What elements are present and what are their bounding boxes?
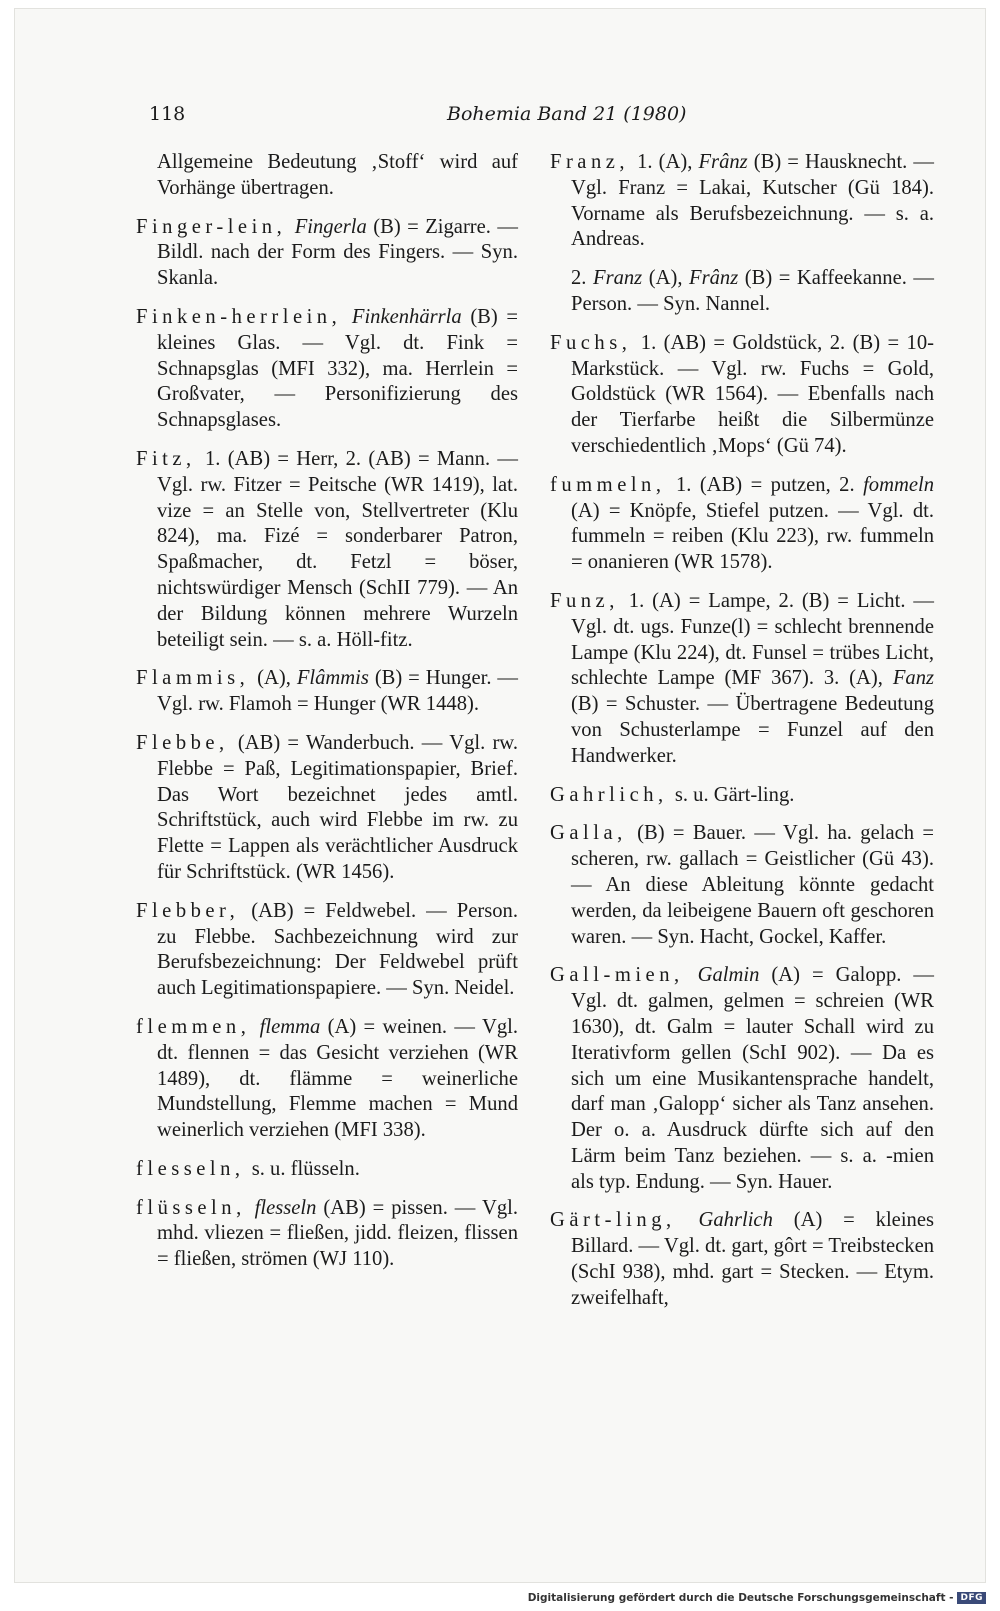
entry-headword: Franz, bbox=[550, 151, 630, 173]
entry-text: (AB) = Wanderbuch. — Vgl. rw. Flebbe = Paß, Legitimationspapier, Brief. Das Wort bezeichnet jedes amtl. Schriftstück, auch wird Flebbe im rw. zu Flette = Lappen als verächtlicher Ausdruck für Schriftstück. (WR 1456). bbox=[157, 731, 518, 883]
entry-text: 1. (A) = Lampe, 2. (B) = Licht. — Vgl. dt. ugs. Funze(l) = schlecht brennende Lampe (Klu 224), dt. Funsel = trübes Licht, schlechte Lampe (MF 367). 3. (A), bbox=[571, 589, 935, 690]
dictionary-entry bbox=[550, 150, 934, 253]
dictionary-entry bbox=[136, 1157, 518, 1183]
entry-text: (B) = Zigarre. — Bildl. nach der Form des Fingers. — Syn. Skanla. bbox=[157, 215, 518, 290]
dictionary-entry bbox=[136, 731, 518, 886]
italic-form: Frânz bbox=[689, 267, 739, 290]
left-column bbox=[136, 150, 518, 1286]
footer-text: Digitalisierung gefördert durch die Deutsche Forschungsgemeinschaft - bbox=[527, 1592, 954, 1604]
digitization-footer bbox=[528, 1592, 986, 1604]
left-entry-list bbox=[136, 215, 518, 1273]
running-title: Bohemia Band 21 (1980) bbox=[447, 103, 687, 125]
dictionary-entry bbox=[136, 1015, 518, 1144]
entry-text: (B) = Kaffeekanne. — Person. — Syn. Nannel. bbox=[571, 267, 934, 315]
entry-headword: Finken-herrlein, bbox=[136, 305, 342, 328]
dictionary-entry bbox=[136, 666, 518, 718]
dictionary-entry bbox=[136, 447, 518, 653]
entry-headword: Flebber, bbox=[136, 899, 240, 922]
italic-form: fommeln bbox=[863, 473, 934, 496]
entry-text: 1. (AB) = putzen, 2. bbox=[675, 473, 864, 496]
dfg-logo: DFG bbox=[957, 1592, 986, 1604]
dictionary-entry bbox=[550, 331, 934, 460]
entry-headword: Gahrlich, bbox=[550, 783, 668, 806]
entry-text: (B) = Hausknecht. — Vgl. Franz = Lakai, Kutscher (Gü 184). Vorname als Berufsbezeichnung. — s. a. Andreas. bbox=[571, 151, 934, 251]
entry-text: (AB) = pissen. — Vgl. mhd. vliezen = fließen, jidd. fleizen, flissen = fließen, strömen (WJ 110). bbox=[157, 1196, 518, 1271]
entry-text: (A) = kleines Billard. — Vgl. dt. gart, gôrt = Treibstecken (SchI 938), mhd. gart = Stecken. — Etym. zweifelhaft, bbox=[571, 1209, 935, 1309]
right-entry-list bbox=[550, 150, 934, 1312]
entry-headword: fummeln, bbox=[550, 473, 666, 496]
italic-form: Flâmmis bbox=[296, 667, 369, 690]
entry-headword: Flebbe, bbox=[136, 731, 229, 754]
entry-text: 1. (AB) = Herr, 2. (AB) = Mann. — Vgl. rw. Fitzer = Peitsche (WR 1419), lat. vize = an Stelle von, Stellvertreter (Klu 824), ma. Fizé = sonderbarer Patron, Spaßmacher, dt. Fetzl = böser, nichtswürdiger Mensch (SchII 779). — An der Bildung können mehrere Wurzeln beteiligt sein. — s. a. Höll-fitz. bbox=[157, 447, 519, 651]
entry-text: s. u. flüsseln. bbox=[251, 1157, 360, 1180]
entry-text: (A) = Knöpfe, Stiefel putzen. — Vgl. dt. fummeln = reiben (Klu 223), rw. fummeln = onanieren (WR 1578). bbox=[571, 499, 934, 574]
entry-headword: Gall-mien, bbox=[550, 964, 684, 987]
entry-text: (AB) = Feldwebel. — Person. zu Flebbe. Sachbezeichnung wird zur Berufsbezeichnung: Der Feldwebel prüft auch Legitimationspapiere. — Syn. Neidel. bbox=[157, 899, 518, 1000]
italic-form: Fingerla bbox=[294, 215, 367, 238]
entry-text: s. u. Gärt-ling. bbox=[674, 783, 795, 806]
entry-text: 2. bbox=[571, 267, 593, 290]
right-column bbox=[550, 150, 934, 1325]
italic-form: Franz bbox=[592, 267, 643, 290]
italic-form: Finkenhärrla bbox=[351, 305, 462, 328]
dictionary-entry bbox=[550, 473, 934, 576]
page-header bbox=[149, 103, 943, 133]
italic-form: flemma bbox=[259, 1015, 321, 1038]
entry-headword: flesseln, bbox=[136, 1157, 245, 1180]
entry-text: 1. (AB) = Goldstück, 2. (B) = 10-Markstück. — Vgl. rw. Fuchs = Gold, Goldstück (WR 1564). — Ebenfalls nach der Tierfarbe heißt die Silbermünze verschiedentlich ‚Mops‘ (Gü 74). bbox=[571, 331, 934, 457]
italic-form: Gahrlich bbox=[698, 1209, 773, 1232]
entry-text: (B) = Hunger. — Vgl. rw. Flamoh = Hunger (WR 1448). bbox=[157, 667, 518, 716]
dictionary-entry bbox=[550, 963, 934, 1195]
entry-headword: flemmen, bbox=[136, 1015, 251, 1038]
dictionary-entry bbox=[550, 783, 934, 809]
entry-text: (A) = weinen. — Vgl. dt. flennen = das Gesicht verziehen (WR 1489), dt. flämme = weinerliche Mundstellung, Flemme machen = Mund weinerlich verziehen (MFI 338). bbox=[157, 1015, 518, 1142]
dictionary-entry bbox=[136, 1196, 518, 1273]
entry-continuation bbox=[550, 266, 934, 318]
entry-headword: Flammis, bbox=[136, 667, 250, 690]
entry-text: 1. (A), bbox=[637, 151, 699, 173]
italic-form: Galmin bbox=[697, 964, 760, 987]
entry-headword: Fitz, bbox=[136, 447, 196, 470]
italic-form: Fanz bbox=[892, 667, 934, 690]
dictionary-entry bbox=[550, 1208, 934, 1311]
dictionary-entry bbox=[136, 215, 518, 292]
entry-text: (B) = Schuster. — Übertragene Bedeutung von Schusterlampe = Funzel auf den Handwerker. bbox=[571, 693, 934, 767]
entry-text: (A), bbox=[642, 267, 690, 290]
entry-text: (A) = Galopp. — Vgl. dt. galmen, gelmen = schreien (WR 1630), dt. Galm = lauter Schall wird zu Iterativform gellen (SchI 902). — Da es sich um eine Musikantensprache handelt, darf man ‚Galopp‘ sicher als Tanz ansehen. Der o. a. Ausdruck dürfte sich auf den Lärm beim Tanz beziehen. — s. a. -mien als typ. Endung. — Syn. Hauer. bbox=[571, 964, 934, 1193]
entry-headword: Galla, bbox=[550, 822, 627, 845]
entry-headword: Gärt-ling, bbox=[550, 1209, 676, 1232]
entry-headword: flüsseln, bbox=[136, 1196, 246, 1219]
italic-form: flesseln bbox=[254, 1196, 317, 1219]
page-number: 118 bbox=[149, 103, 186, 125]
entry-text: (B) = Bauer. — Vgl. ha. gelach = scheren, rw. gallach = Geistlicher (Gü 43). — An diese Ableitung könnte gedacht werden, da leibeigene Bauern oft geschoren waren. — Syn. Hacht, Gockel, Kaffer. bbox=[571, 822, 934, 948]
dictionary-entry bbox=[136, 899, 518, 1002]
entry-continuation: Allgemeine Bedeutung ‚Stoff‘ wird auf Vorhänge übertragen. bbox=[157, 151, 518, 199]
entry-headword: Fuchs, bbox=[550, 331, 632, 354]
italic-form: Frânz bbox=[698, 151, 748, 173]
entry-text: (B) = kleines Glas. — Vgl. dt. Fink = Schnapsglas (MFI 332), ma. Herrlein = Großvater, — Personifizierung des Schnapsglases. bbox=[157, 305, 518, 432]
dictionary-entry bbox=[550, 589, 934, 770]
entry-headword: Finger-lein, bbox=[136, 215, 287, 238]
dictionary-entry bbox=[550, 821, 934, 950]
dictionary-entry bbox=[136, 305, 518, 434]
entry-headword: Funz, bbox=[550, 589, 619, 612]
entry-text: (A), bbox=[257, 667, 297, 690]
